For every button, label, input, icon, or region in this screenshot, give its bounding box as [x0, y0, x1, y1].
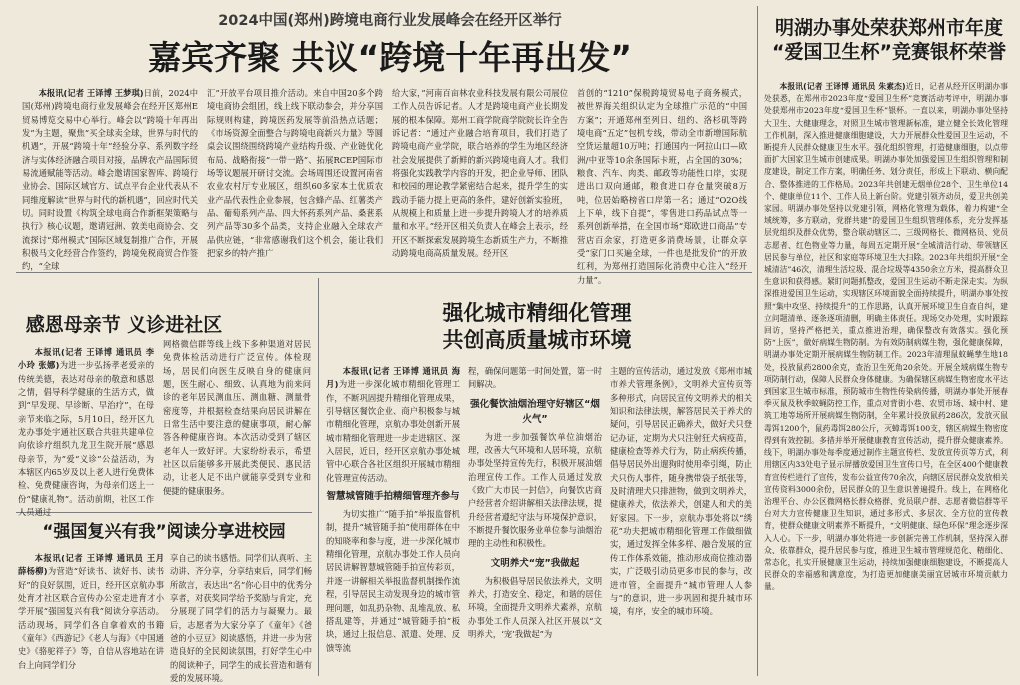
city-story-headline-line2: 共创高质量城市环境: [442, 328, 632, 352]
right-story-byline: 本报讯(记者 王译博 通讯员 朱素杰): [779, 82, 906, 91]
reading-story-left: [18, 552, 164, 676]
city-story-col3-text: 主题的宣传活动，通过发放《郑州市城市养犬管理条例》，文明养犬宣传页等多种形式，向居民宣传文明养犬的相关知识和法律法规，解答居民关于养犬的疑问，引导居民正确养犬，做好犬只登记办证，定期为犬只注射狂犬病疫苗，健康检查等养犬行为，防止病疾传播，倡导居民外出遛狗时使用牵引绳，防止犬只伤人事件，随身携带袋子纸张等，及时清理犬只排泄物，做到文明养犬，健康养犬，依法养犬，创建人和犬的美好家园。下一步，京航办事处将以“绣花”功夫把城市精细化管理工作做细做实，通过发挥全体多样、融合发展的宣传工作体系效能，推动形成商位推动器实，广泛吸引动员更多市民的参与，改进市管，全面提升“城市管理人人参与”的意识，进一步巩固和提升城市环境，有序，安全的城市环境。: [610, 366, 752, 617]
right-story-text: 近日，记者从经开区明湖办事处获悉，在郑州市2023年度“爱国卫生杯”竞赛活动考评中，明湖办事处获郑州市2023年度“爱国卫生杯”银杯。一直以来，明湖办事处坚持大卫生、大健康理念，对照卫生城市管理新标准，建立健全长效化管理工作机制，深入推进健康细胞建设，大力开展群众性爱国卫生运动，不断提升人民群众健康卫生水平。强化组织管理，打造健康细胞，以点带面扩大国家卫生城市创建成果。明湖办事处加强爱国卫生组织管理和制度建设，制定工作方案，明确任务、划分责任，形成上下联动、横向配合、整体推进的工作格局。2023年共创建无烟单位28个、卫生单位14个、健康单位11个、工作人员上新台阶。党建引领齐动员，爱卫共创美家园。明湖办事处坚持以党建引领，网格化管理为载体，着力构建“全域统筹，多方联动，党群共建”的爱国卫生组织管理体系，充分发挥基层党组织及群众优势，整合联动辖区二、三级网格长、微网格员、党员志愿者、红色物业等力量，每周五定期开展“全城清洁行动、带领辖区居民参与单位，社区和家庭等环境卫生大扫除。2023年共组织开展“全城清洁”46次，清理生活垃圾、混合垃圾等4350余立方米，提高群众卫生意识和获得感。紧盯问题抓整改，爱国卫生运动不断走深走实。为纵深推进爱国卫生运动，实现辖区环境面貌全面持续提升，明湖办事处按照“集中攻坚、持续提升”的工作思路，认真开展环境卫生自查自纠，建立问题清单、逐条逐项清删，明确主体责任。现场交办处理，实时跟踪回访，坚持严格把关，重点推进治理，确保整改有效落实。强化预防“上医”，做好病媒生物防制。为有效防制病媒生物，强化健康保障，明湖办事处定期开展病媒生物防制工作。2023年清理鼠蚊蝇孳生地18处，投放鼠药2800余克，查治卫生死角20余处。开展全域病媒生物专项防制行动，保障人民群众身体健康。为确保辖区病媒生物密度水平达到国家卫生城市标准，预防城市生物性传染病传播，明湖办事处开展春季灭鼠及秋季蚊蝇防控工作，重点对背街小巷、农贸市场、城中村、建筑工地等场所开展病媒生物防制，全年累计投放鼠药286次，发放灭鼠毒饵1200个，鼠药毒饵280公斤，灭蟑毒饵100支，辖区病媒生物密度得到有效控制。多措并举开展健康教育宣传活动，提升群众健康素养。线下，明湖办事处每季度通过制作主题宣传栏、发放宣传页等方式，利用辖区内33处电子显示屏播放爱国卫生宣传口号，在全区400个健康教育宣传栏进行了宣传，发布公益宣传70余次，向辖区居民群众发放相关宣传资料3000余份，居民群众的卫生意识普遍提升。线上，在网格化治理平台、办公区微网格长群众格群、党员联户群、志愿者微信群等平台对大力宣传健康卫生知识，通过多形式、多层次、全方位的宣传教育，使群众健康文明素养不断提升，“文明健康、绿色环保”理念逐步深入人心。下一步，明湖办事处将进一步创新完善工作机制，坚持深入群众、依靠群众，提升居民参与度，推进卫生城市管理规范化、精细化、常态化，扎实开展健康卫生运动，持续加强健康细胞建设，不断提高人民群众的幸福感和满意度，为打造更加健康美丽宜居城市环境贡献力量。: [764, 82, 1008, 592]
city-story-col1-after: 为切实推广“随手拍”举报监督机制，提升“城管随手拍”使用群体在中的知晓率和参与度，进一步深化城市精细化管理，京航办事处工作人员向居民讲解智慧城管随手拍宣传彩页，并逐一讲解相关举报监督机制操作流程，引导居民主动发现身边的城市管理问题，如乱扔杂物、乱堆乱放、私搭乱建等，并通过“城管随手拍”板块，通过上报信息、派遣、处理、反馈等流: [326, 509, 460, 653]
top-story-col4: [577, 87, 747, 285]
reading-story-left-text: 为营造“好读书、读好书、读书好”的良好氛围，近日，经开区京航办事处育才社区联合宣传办公室走进育才小学开展“强国复兴有我”阅读分享活动。活动现场，同学们各自拿着欢的书籍《童年》《西游记》《老人与海》《中国通史》《骆驼祥子》等，自信从容地站在讲台上向同学们分: [18, 566, 164, 670]
reading-story-right: [170, 552, 312, 684]
reading-story-byline: 本报讯(记者 王译博 通讯员 王月 薛杨柳): [18, 553, 164, 577]
top-story-col2: [207, 87, 383, 267]
city-story-subhead-1: 智慧城管随手拍精细管理齐参与: [326, 491, 460, 503]
top-story-kicker: 2024中国(郑州)跨境电商行业发展峰会在经开区举行: [218, 13, 562, 29]
gratitude-story-byline: 本报讯(记者 王译博 通讯员 李小玲 张娜): [18, 347, 154, 371]
gratitude-story-right: [163, 338, 311, 508]
gratitude-story-left-text: 为进一步弘扬孝老爱亲的传统美德，表达对母亲的敬意和感恩之情，倡导科学健康的生活方式，做到“早发现、早诊断、早治疗”，在母亲节来临之际，5月10日，经开区九龙办事处宇通社区联合共驻共建单位向依诊疗组织九龙卫生院开展“感恩母亲节，为”爱“义诊”公益活动，为本辖区内65岁及以上老人进行免费体检、免费健康咨询，为母亲们送上一份“健康礼物”。活动前期，社区工作人员通过: [18, 360, 154, 518]
city-story-headline: [322, 300, 752, 354]
right-story-headline-line2: “爱国卫生杯”竞赛银杯荣誉: [772, 41, 1006, 63]
city-story-col2-mid: 为进一步加强餐饮单位油烟治理，改善大气环境和人居环境，京航办事处坚持宣传先行，积极开展油烟治理宣传工作。工作人员通过发放《致广大市民一封信》，向餐饮店商户经营者介绍讲解相关法律法规，提升经营者遵纪守法与环境保护意识，不断提升餐饮服务业单位参与油烟治理的主动性和积极性。: [468, 431, 602, 549]
column-divider-middle: [318, 278, 319, 676]
city-story-col1: [326, 365, 460, 676]
city-story-col2: [468, 365, 602, 676]
right-story-body: [764, 81, 1008, 675]
top-story-col4-text: 首创的“1210”保税跨境贸易电子商务模式，被世界海关组织认定为全球推广示范的“中国方案”；开通郑州至列日、纽约、洛杉矶等跨境电商“五定”包机专线，带动全市新增国际航空货运量超10万吨；打通国内一阿拉山口—欧洲/中亚等10余条国际卡班，占全国的30%；粮食、汽车、肉类、邮政等功能性口岸，实现进出口双向通邮，粮食进口存仓量突破8万吨，位居始略榜省口岸第一名；通过“O2O线上下单，线下自提”，零售进口药品试点等一系列创新举措，在全国市场“郑欧进口商品”专营店百余家，打造更多消费场景，让群众享受“家门口买遍全球，一件也是批发价”的开放红利，为郑州打造国际化消费中心注入“经开力量”。: [577, 88, 747, 285]
city-story-col1-lead: 为进一步深化城市精细化管理工作，不断巩固提升精细化管理成果，引导辖区餐饮企业、商户积极参与城市精细化管理，京航办事处创新开展城市精细化管理进一步走进辖区、深入居民，近日，经开区京航办事处城管中心联合各社区组织开展城市精细化管理宣传活动。: [326, 379, 460, 483]
gratitude-story-headline: 感恩母亲节 义诊进社区: [25, 314, 223, 336]
city-story-col2-lead: 程，确保问题第一时间处置，第一时间解决。: [468, 366, 602, 390]
reading-story-right-text: 享自己的读书感悟。同学们认真听、主动讲、齐分享，分享结束后，同学们畅所欲言，表达出“名”你心目中的优秀分享者，对获奖同学给予奖励与肯定，充分展现了同学们的活力与凝聚力。最后，志愿者为大家分享了《童年》《爸爸的小豆豆》阅读感悟，并进一步为营造良好的全民阅读氛围，打好学生心中的阅读种子，同学生的成长营造和谐有爱的发展环境。: [170, 553, 312, 684]
right-story-headline-line1: 明湖办事处荣获郑州市年度: [774, 17, 1003, 39]
reading-story-headline: “强国复兴有我”阅读分享进校园: [42, 522, 286, 542]
city-story-headline-line1: 强化城市精细化管理: [442, 301, 632, 325]
city-story-col3: [610, 365, 752, 676]
gratitude-story-left: [18, 346, 154, 518]
column-divider-right: [757, 6, 758, 676]
top-story-headline: 嘉宾齐聚 共议“跨境十年再出发”: [148, 38, 632, 77]
city-story-subhead-3: 文明养犬“宠”我做起: [490, 557, 580, 569]
top-story-col1: [22, 87, 198, 272]
city-story-subhead-2: 强化餐饮油烟治理守好辖区“烟火气”: [470, 398, 600, 425]
top-story-bottom-rule: [16, 272, 752, 273]
top-story-col2-text: 汇”开放平台项目推介活动。来自中国20多个跨境电商协会组团，线上线下联动参会，并分享国际规则构建，跨境医药发展等前沿热点话题；《市场资源全面整合与跨境电商新兴力量》等圆桌会议围绕围绕跨境产业结构升级、产业链优化布局、战略衔接“一带一路”、拓展RCEP国际市场等议题展开研讨交流。会场周围还设置河南省农业农村厅专业展区，组织60多家本土优质农业产品代表性企业参展，包含蜂产品、红薯类产品、葡萄系列产品、四大怀药系列产品、桑葚系列产品等30多个品类，支持企业融入全球农产品供应链，“非常感谢我们这个机会，能让我们把家乡的特产推广: [207, 88, 383, 259]
top-story-col1-text: 日前，2024中国(郑州)跨境电商行业发展峰会在经开区郑州E贸易博览交易中心举行。峰会以“跨境十年再出发”为主题，聚焦“买全球卖全球，世界与时代的机遇”，开展“跨境十年”经验分享、系列数字经济与实体经济融合项目对接，品牌农产品国际贸易流通赋能等活动。峰会邀请国家智库、跨境行业协会、国际区域官方、试点平台企业代表从不同维度解读“世界与时代的新机遇”，回应时代关切。同时设置《构筑全球电商合作新框架策略与执行》核心议题，邀请冠洲、敦美电商协会、交流探讨“郑州模式”国际区域复制推广合作，开展积极马文化经营合作签约，跨境免税商贸合作签约，“全球: [22, 88, 198, 272]
right-story-headline: [762, 16, 1016, 64]
top-story-col3-text: 给大家，”河南百亩林农业科技发展有限公司展位工作人员告诉记者。人才是跨境电商产业长期发展的根本保障。郑州工商学院商学院院长许全告诉记者：“通过产业融合培育项目，我们打造了跨境电商产业学院，联合培养的学生为地区经济社会发展提供了新鲜的新兴跨境电商人才。我们将强化实践教学内容的开发，把企业导师、团队和校园的理论教学紧密结合起来，提升学生的实践动手能力提上更高的条件，建好创新实验班，从规模上和质量上进一步提升跨境人才的培养质量和水平。”经开区相关负责人在峰会上表示，经开区不断探索发展跨境生态新质生产力，不断推动跨境电商高质量发展。经开区: [392, 88, 568, 259]
city-story-col2-after: 为积极倡导居民依法养犬，文明养犬，打造安全、稳定，和谐的居住环境，全面提升文明养犬素养，京航办事处工作人员深入社区开展以“文明养犬，‘宠’我做起”为: [468, 575, 602, 640]
gratitude-story-right-text: 网格微信群等线上线下多种渠道对居民免费体检活动进行广泛宣传。体检现场，居民们向医生反映自身的健康问题，医生耐心、细致、认真地为前来问诊的老年居民测血压、测血糖、测量骨密度等，并根据检查结果向居民讲解在日常生活中要注意的健康事项，耐心解答各种健康咨询。本次活动受到了辖区老年人一致好评。大家纷纷表示，希望社区以后能够多开展此类便民、惠民活动，让老人足不出户就能享受到专业和便捷的健康服务。: [163, 339, 311, 496]
top-story-byline: 本报讯(记者 王译博 王梦琪): [38, 88, 144, 98]
city-story-byline: 本报讯(记者 王译博 通讯员 海月): [326, 366, 460, 390]
top-story-col3: [392, 87, 568, 267]
